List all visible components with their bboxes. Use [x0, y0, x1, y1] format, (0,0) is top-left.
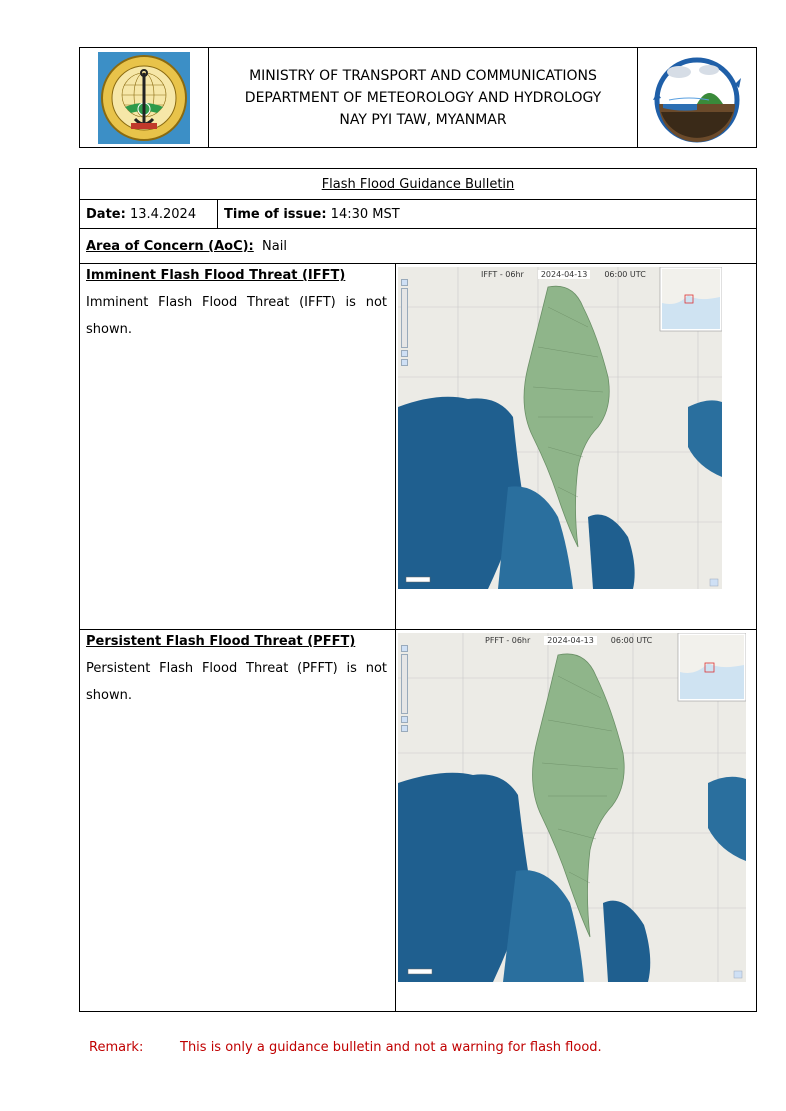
date-cell	[80, 200, 218, 228]
zoom-slider[interactable]	[401, 654, 408, 714]
pfft-text-cell	[80, 630, 396, 1012]
ministry-logo	[80, 48, 209, 147]
ifft-map-date: 2024-04-13	[538, 270, 591, 279]
ifft-map-product: IFFT - 06hr	[481, 270, 524, 279]
time-cell	[218, 200, 756, 228]
aoc-value: Nail	[262, 238, 287, 254]
ifft-title: Imminent Flash Flood Threat (IFFT)	[86, 268, 346, 283]
hydrology-cycle-icon	[649, 52, 745, 144]
pfft-map-time: 06:00 UTC	[610, 636, 653, 645]
ifft-section	[80, 264, 756, 630]
pfft-map-image	[398, 633, 746, 982]
ifft-text-cell	[80, 264, 396, 629]
letterhead	[79, 47, 757, 148]
bulletin-table	[79, 168, 757, 1012]
ifft-map-image	[398, 267, 722, 589]
remark-label: Remark:	[89, 1040, 144, 1055]
time-value: 14:30 MST	[330, 206, 400, 222]
zoom-in-icon[interactable]	[401, 279, 408, 286]
layers-icon[interactable]	[401, 359, 408, 366]
aoc-label: Area of Concern (AoC):	[86, 238, 254, 254]
ifft-text: Imminent Flash Flood Threat (IFFT) is not shown.	[86, 295, 387, 337]
layers-icon[interactable]	[401, 725, 408, 732]
ifft-map	[398, 267, 722, 589]
ifft-map-header	[481, 270, 646, 279]
zoom-out-icon[interactable]	[401, 716, 408, 723]
bulletin-title: Flash Flood Guidance Bulletin	[80, 169, 756, 200]
pfft-title: Persistent Flash Flood Threat (PFFT)	[86, 634, 356, 649]
pfft-map-product: PFFT - 06hr	[485, 636, 531, 645]
pfft-zoom-control[interactable]	[401, 645, 408, 734]
time-label: Time of issue:	[224, 206, 327, 222]
remark-line	[89, 1040, 602, 1055]
location: NAY PYI TAW, MYANMAR	[339, 111, 507, 128]
date-value: 13.4.2024	[129, 206, 197, 222]
ministry-emblem-icon	[97, 51, 191, 145]
pfft-text: Persistent Flash Flood Threat (PFFT) is not shown.	[86, 661, 387, 703]
zoom-slider[interactable]	[401, 288, 408, 348]
department-name: DEPARTMENT OF METEOROLOGY AND HYDROLOGY	[244, 89, 602, 106]
ministry-name: MINISTRY OF TRANSPORT AND COMMUNICATIONS	[249, 67, 597, 84]
pfft-section	[80, 630, 756, 1012]
remark-text: This is only a guidance bulletin and not a warning for flash flood.	[180, 1040, 602, 1055]
pfft-map-date: 2024-04-13	[544, 636, 597, 645]
pfft-map	[398, 633, 746, 982]
date-time-row	[80, 200, 756, 229]
ifft-zoom-control[interactable]	[401, 279, 408, 368]
ifft-map-time: 06:00 UTC	[604, 270, 646, 279]
zoom-out-icon[interactable]	[401, 350, 408, 357]
zoom-in-icon[interactable]	[401, 645, 408, 652]
area-of-concern-row	[80, 229, 756, 264]
pfft-map-header	[485, 636, 652, 645]
date-label: Date:	[86, 206, 126, 222]
department-logo	[637, 48, 756, 147]
